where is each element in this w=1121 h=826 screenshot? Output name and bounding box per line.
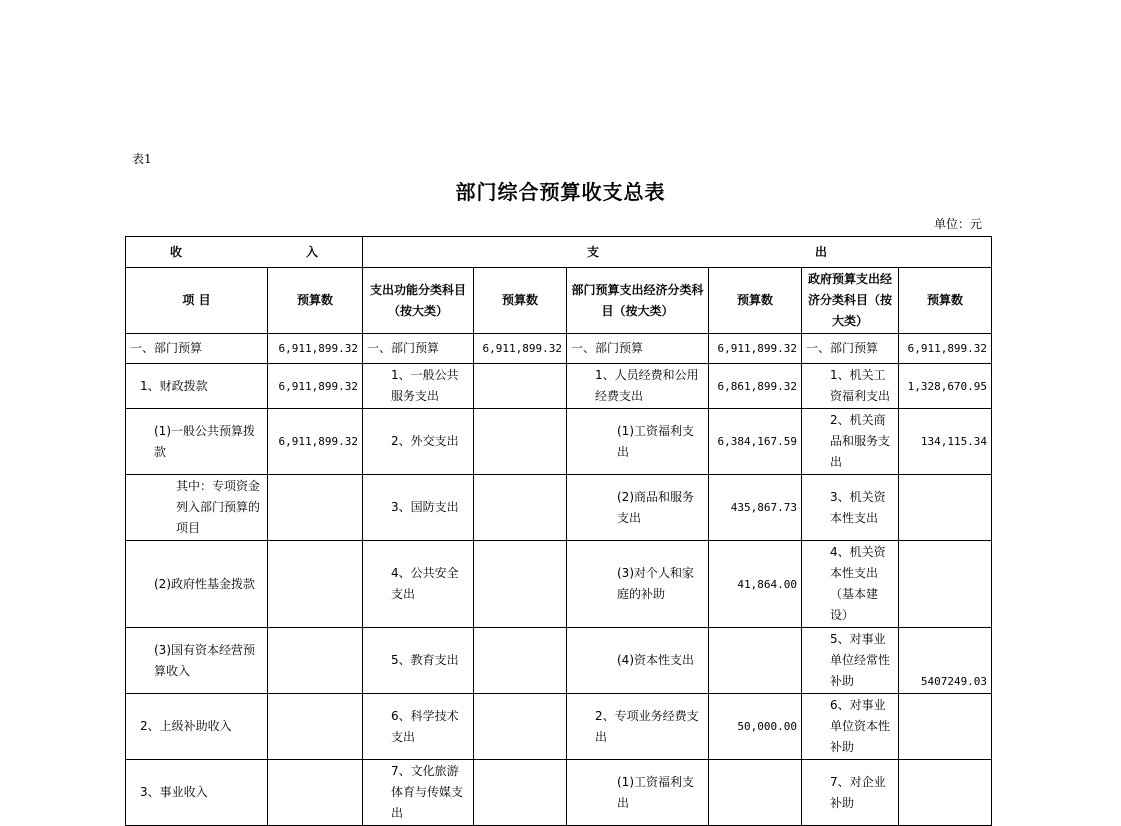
function-item: 一、部门预算 [363,334,474,364]
dept-econ-item: (3)对个人和家庭的补助 [567,541,709,628]
gov-econ-amount [899,760,992,826]
function-item: 1、一般公共服务支出 [363,364,474,409]
dept-econ-amount: 50,000.00 [709,694,802,760]
dept-econ-amount: 6,384,167.59 [709,409,802,475]
dept-econ-amount [709,760,802,826]
income-amount [268,541,363,628]
gov-econ-item: 3、机关资本性支出 [802,475,899,541]
col-header-gov-econ: 政府预算支出经济分类科目（按大类） [802,268,899,334]
expense-header-left: 支 [587,244,600,259]
income-amount [268,475,363,541]
table-row [126,475,992,541]
dept-econ-amount: 435,867.73 [709,475,802,541]
income-amount [268,694,363,760]
dept-econ-amount: 6,861,899.32 [709,364,802,409]
dept-econ-item: 一、部门预算 [567,334,709,364]
header-row-top [126,237,992,268]
expense-header [363,237,992,268]
income-item: 一、部门预算 [126,334,268,364]
dept-econ-item: (4)资本性支出 [567,628,709,694]
table-row [126,760,992,826]
function-amount [474,628,567,694]
dept-econ-item: (1)工资福利支出 [567,760,709,826]
table-number: 表1 [132,152,152,166]
table-row [126,364,992,409]
income-item: 3、事业收入 [126,760,268,826]
income-item: (3)国有资本经营预算收入 [126,628,268,694]
col-header-budget-4: 预算数 [899,268,992,334]
gov-econ-item: 一、部门预算 [802,334,899,364]
income-item: 其中：专项资金列入部门预算的项目 [126,475,268,541]
dept-econ-item: 1、人员经费和公用经费支出 [567,364,709,409]
gov-econ-item: 4、机关资本性支出（基本建设） [802,541,899,628]
budget-table [125,236,992,826]
gov-econ-amount: 1,328,670.95 [899,364,992,409]
income-header-left: 收 [170,244,183,259]
unit-label: 单位：元 [934,217,983,231]
dept-econ-amount: 41,864.00 [709,541,802,628]
gov-econ-item: 5、对事业单位经常性补助 [802,628,899,694]
expense-header-right: 出 [815,244,828,259]
gov-econ-amount: 6,911,899.32 [899,334,992,364]
col-header-budget-1: 预算数 [268,268,363,334]
income-header-right: 入 [305,244,318,259]
income-item: (1)一般公共预算拨款 [126,409,268,475]
dept-econ-item: 2、专项业务经费支出 [567,694,709,760]
dept-econ-amount [709,628,802,694]
document-title: 部门综合预算收支总表 [455,180,666,204]
col-header-budget-2: 预算数 [474,268,567,334]
gov-econ-item: 6、对事业单位资本性补助 [802,694,899,760]
income-amount: 6,911,899.32 [268,364,363,409]
income-item: 1、财政拨款 [126,364,268,409]
function-item: 2、外交支出 [363,409,474,475]
col-header-budget-3: 预算数 [709,268,802,334]
function-item: 7、文化旅游体育与传媒支出 [363,760,474,826]
col-header-dept-econ: 部门预算支出经济分类科目（按大类） [567,268,709,334]
table-row [126,334,992,364]
table-row [126,628,992,694]
income-item: 2、上级补助收入 [126,694,268,760]
income-amount: 6,911,899.32 [268,334,363,364]
dept-econ-item: (1)工资福利支出 [567,409,709,475]
function-amount [474,364,567,409]
income-amount [268,628,363,694]
function-item: 5、教育支出 [363,628,474,694]
gov-econ-amount: 134,115.34 [899,409,992,475]
header-row-columns [126,268,992,334]
dept-econ-item: (2)商品和服务支出 [567,475,709,541]
table-row [126,541,992,628]
gov-econ-amount [899,475,992,541]
function-amount: 6,911,899.32 [474,334,567,364]
function-item: 6、科学技术支出 [363,694,474,760]
gov-econ-amount [899,694,992,760]
function-amount [474,475,567,541]
gov-econ-item: 1、机关工资福利支出 [802,364,899,409]
col-header-function: 支出功能分类科目（按大类） [363,268,474,334]
gov-econ-amount [899,541,992,628]
income-item: (2)政府性基金拨款 [126,541,268,628]
col-header-item: 项 目 [126,268,268,334]
table-row [126,694,992,760]
income-amount: 6,911,899.32 [268,409,363,475]
income-amount [268,760,363,826]
function-amount [474,541,567,628]
income-header [126,237,363,268]
function-amount [474,409,567,475]
gov-econ-item: 7、对企业补助 [802,760,899,826]
gov-econ-amount: 5407249.03 [899,628,992,694]
dept-econ-amount: 6,911,899.32 [709,334,802,364]
gov-econ-item: 2、机关商品和服务支出 [802,409,899,475]
function-item: 3、国防支出 [363,475,474,541]
table-row [126,409,992,475]
function-item: 4、公共安全支出 [363,541,474,628]
function-amount [474,760,567,826]
function-amount [474,694,567,760]
